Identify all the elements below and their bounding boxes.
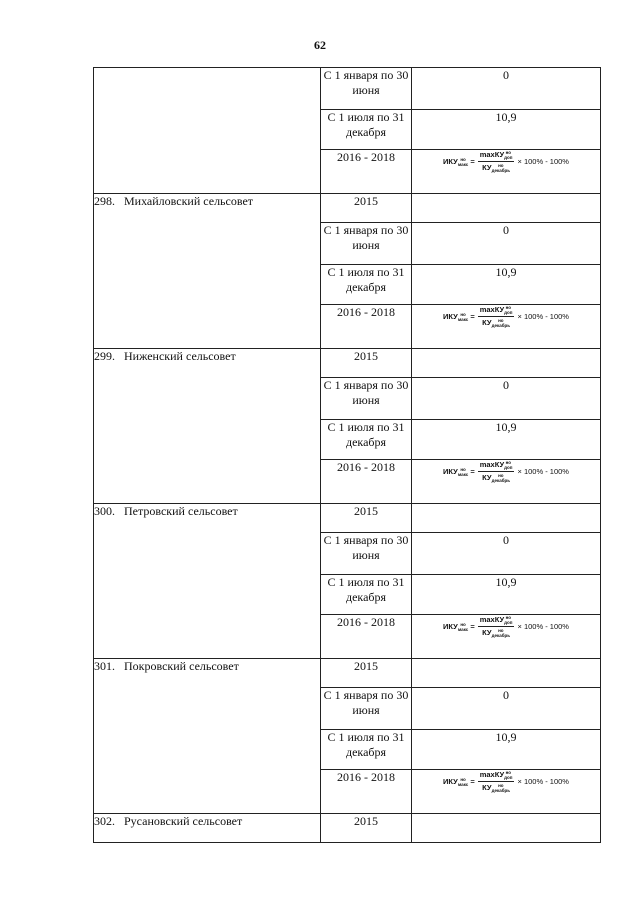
- period-cell: С 1 июля по 31 декабря: [321, 110, 412, 150]
- value-cell: 0: [412, 688, 601, 730]
- settlement-number: 298.: [94, 194, 115, 208]
- value-cell: 0: [412, 68, 601, 110]
- settlement-row: [94, 659, 601, 688]
- year-cell: 2015: [321, 349, 412, 378]
- formula-lhs-sub: макс: [457, 161, 469, 167]
- period-cell: 2016 - 2018: [321, 460, 412, 504]
- year-cell: 2015: [321, 504, 412, 533]
- period-cell: 2016 - 2018: [321, 770, 412, 814]
- year-cell: 2015: [321, 194, 412, 223]
- formula-tail: × 100% - 100%: [517, 622, 569, 632]
- value-cell: 0: [412, 223, 601, 265]
- index-formula: [443, 615, 569, 638]
- formula-lhs: ИКУ: [443, 312, 458, 322]
- period-cell: 2016 - 2018: [321, 305, 412, 349]
- settlement-number: 302.: [94, 814, 115, 828]
- period-cell: 2016 - 2018: [321, 615, 412, 659]
- formula-fraction: [478, 770, 515, 793]
- value-cell: 10,9: [412, 575, 601, 615]
- value-cell: 0: [412, 533, 601, 575]
- settlement-name: Ниженский сельсовет: [124, 349, 236, 363]
- formula-equals: =: [470, 777, 475, 787]
- year-value-cell: [412, 194, 601, 223]
- settlement-row: [94, 194, 601, 223]
- formula-den-sup: но: [498, 318, 504, 324]
- formula-num-sup: но: [505, 615, 512, 621]
- settlement-number: 301.: [94, 659, 115, 673]
- formula-denominator: КУ: [482, 783, 492, 793]
- value-cell: 10,9: [412, 110, 601, 150]
- formula-lhs-sup: но: [460, 776, 466, 782]
- settlement-number: 300.: [94, 504, 115, 518]
- tariff-table-body: [94, 68, 601, 843]
- formula-fraction: [478, 305, 515, 328]
- period-cell: С 1 января по 30 июня: [321, 223, 412, 265]
- formula-den-sub: декабрь: [491, 323, 511, 329]
- formula-tail: × 100% - 100%: [517, 777, 569, 787]
- formula-lhs-sub: макс: [457, 316, 469, 322]
- year-cell: 2015: [321, 659, 412, 688]
- formula-tail: × 100% - 100%: [517, 157, 569, 167]
- formula-num-sub: доп: [504, 310, 513, 316]
- formula-den-sup: но: [498, 163, 504, 169]
- year-value-cell: [412, 349, 601, 378]
- period-cell: С 1 января по 30 июня: [321, 378, 412, 420]
- period-cell: С 1 июля по 31 декабря: [321, 420, 412, 460]
- formula-lhs: ИКУ: [443, 467, 458, 477]
- formula-num-sup: но: [505, 305, 512, 311]
- formula-den-sup: но: [498, 473, 504, 479]
- formula-num-sup: но: [505, 460, 512, 466]
- settlement-name-cell: [94, 194, 321, 349]
- formula-lhs-sup: но: [460, 311, 466, 317]
- formula-den-sub: декабрь: [491, 633, 511, 639]
- formula-lhs-sup: но: [460, 621, 466, 627]
- continued-name-cell: [94, 68, 321, 194]
- formula-denominator: КУ: [482, 628, 492, 638]
- formula-den-sup: но: [498, 628, 504, 634]
- settlement-row: [94, 349, 601, 378]
- formula-lhs-sup: но: [460, 156, 466, 162]
- formula-lhs-sub: макс: [457, 781, 469, 787]
- formula-num-sup: но: [505, 150, 512, 156]
- period-row: [94, 68, 601, 110]
- index-formula: [443, 150, 569, 173]
- period-cell: С 1 января по 30 июня: [321, 533, 412, 575]
- period-cell: С 1 июля по 31 декабря: [321, 730, 412, 770]
- settlement-name: Русановский сельсовет: [124, 814, 243, 828]
- formula-numerator: maxКУ: [479, 460, 505, 469]
- formula-denominator: КУ: [482, 163, 492, 173]
- value-cell: 10,9: [412, 420, 601, 460]
- index-formula: [443, 460, 569, 483]
- value-cell: 10,9: [412, 730, 601, 770]
- formula-num-sup: но: [505, 770, 512, 776]
- settlement-name-cell: [94, 349, 321, 504]
- settlement-row: [94, 504, 601, 533]
- formula-numerator: maxКУ: [479, 770, 505, 779]
- index-formula: [443, 305, 569, 328]
- formula-lhs: ИКУ: [443, 622, 458, 632]
- year-value-cell: [412, 504, 601, 533]
- formula-equals: =: [470, 157, 475, 167]
- period-cell: 2016 - 2018: [321, 150, 412, 194]
- formula-tail: × 100% - 100%: [517, 312, 569, 322]
- formula-numerator: maxКУ: [479, 615, 505, 624]
- settlement-name: Петровский сельсовет: [124, 504, 238, 518]
- formula-lhs-sup: но: [460, 466, 466, 472]
- formula-den-sup: но: [498, 783, 504, 789]
- page-number: 62: [314, 38, 326, 52]
- formula-lhs-sub: макс: [457, 471, 469, 477]
- formula-lhs-sub: макс: [457, 626, 469, 632]
- formula-denominator: КУ: [482, 318, 492, 328]
- settlement-name: Михайловский сельсовет: [124, 194, 254, 208]
- value-cell: 0: [412, 378, 601, 420]
- settlement-name-cell: [94, 504, 321, 659]
- formula-cell: [412, 615, 601, 659]
- formula-denominator: КУ: [482, 473, 492, 483]
- settlement-number: 299.: [94, 349, 115, 363]
- formula-cell: [412, 150, 601, 194]
- formula-num-sub: доп: [504, 155, 513, 161]
- formula-lhs: ИКУ: [443, 777, 458, 787]
- settlement-name-cell: [94, 659, 321, 814]
- formula-den-sub: декабрь: [491, 788, 511, 794]
- formula-cell: [412, 770, 601, 814]
- formula-num-sub: доп: [504, 775, 513, 781]
- tariff-table: [93, 67, 601, 843]
- formula-fraction: [478, 150, 515, 173]
- formula-num-sub: доп: [504, 465, 513, 471]
- formula-den-sub: декабрь: [491, 478, 511, 484]
- period-cell: С 1 июля по 31 декабря: [321, 265, 412, 305]
- formula-fraction: [478, 460, 515, 483]
- year-value-cell: [412, 814, 601, 843]
- formula-cell: [412, 305, 601, 349]
- formula-equals: =: [470, 622, 475, 632]
- formula-numerator: maxКУ: [479, 150, 505, 159]
- settlement-name-cell: [94, 814, 321, 843]
- formula-lhs: ИКУ: [443, 157, 458, 167]
- period-cell: С 1 июля по 31 декабря: [321, 575, 412, 615]
- year-cell: 2015: [321, 814, 412, 843]
- period-cell: С 1 января по 30 июня: [321, 68, 412, 110]
- formula-cell: [412, 460, 601, 504]
- year-value-cell: [412, 659, 601, 688]
- formula-num-sub: доп: [504, 620, 513, 626]
- settlement-name: Покровский сельсовет: [124, 659, 239, 673]
- value-cell: 10,9: [412, 265, 601, 305]
- index-formula: [443, 770, 569, 793]
- period-cell: С 1 января по 30 июня: [321, 688, 412, 730]
- formula-numerator: maxКУ: [479, 305, 505, 314]
- settlement-row: [94, 814, 601, 843]
- formula-tail: × 100% - 100%: [517, 467, 569, 477]
- formula-equals: =: [470, 312, 475, 322]
- formula-equals: =: [470, 467, 475, 477]
- formula-fraction: [478, 615, 515, 638]
- formula-den-sub: декабрь: [491, 168, 511, 174]
